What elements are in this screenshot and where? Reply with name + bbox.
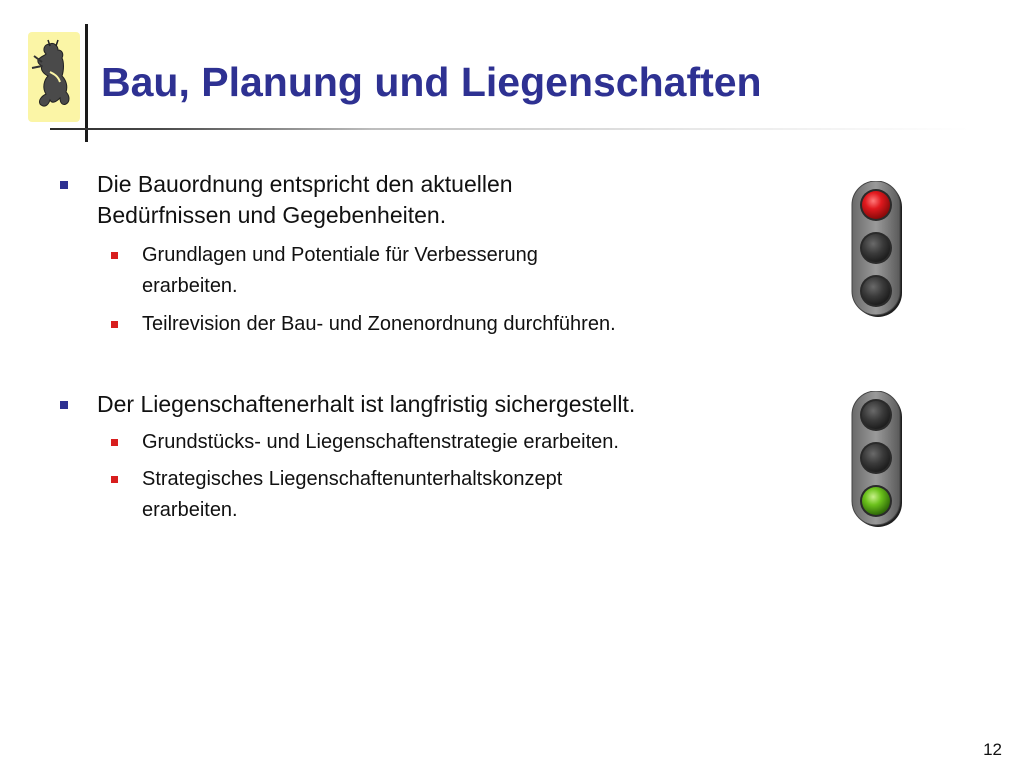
bullet-square-icon — [60, 401, 68, 409]
subbullet-square-icon — [111, 252, 118, 259]
bullet-text-line: Der Liegenschaftenerhalt ist langfristig sichergestellt. — [97, 391, 636, 417]
subbullet-text-line: Strategisches Liegenschaftenunterhaltskonzept — [142, 468, 563, 490]
header-vertical-rule — [85, 24, 88, 142]
page-number: 12 — [983, 740, 1002, 759]
slide-title: Bau, Planung und Liegenschaften — [101, 59, 762, 105]
header-horizontal-rule — [50, 128, 970, 130]
bullet-square-icon — [60, 181, 68, 189]
traffic-light-green-icon — [850, 391, 906, 531]
traffic-light-red-icon — [850, 181, 906, 321]
subbullet-square-icon — [111, 476, 118, 483]
subbullet-text-line: erarbeiten. — [142, 275, 238, 297]
subbullet-text-line: Teilrevision der Bau- und Zonenordnung durchführen. — [142, 313, 616, 335]
subbullet-text-line: erarbeiten. — [142, 499, 238, 521]
bullet-text-line: Die Bauordnung entspricht den aktuellen — [97, 171, 513, 197]
subbullet-square-icon — [111, 321, 118, 328]
subbullet-square-icon — [111, 439, 118, 446]
bear-coat-of-arms-icon — [28, 32, 80, 122]
subbullet-text-line: Grundstücks- und Liegenschaftenstrategie erarbeiten. — [142, 431, 619, 453]
bullet-text-line: Bedürfnissen und Gegebenheiten. — [97, 202, 447, 228]
subbullet-text-line: Grundlagen und Potentiale für Verbesserung — [142, 244, 538, 266]
